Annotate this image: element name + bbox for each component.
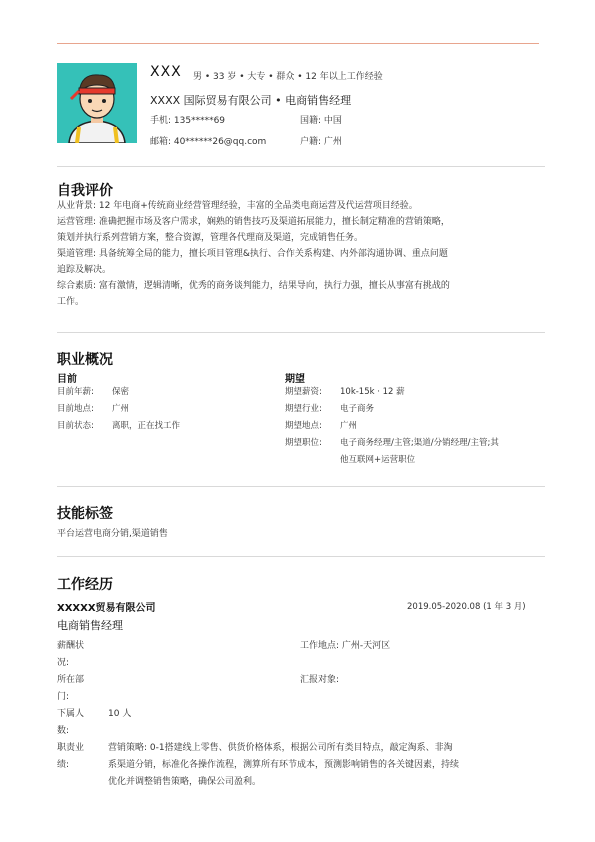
work-company: XXXXX贸易有限公司 [57,603,156,614]
duty-line: 营销策略: 0-1搭建线上零售、供货价格体系，根据公司所有类目特点，敲定淘系、非淘 [108,743,453,753]
candidate-summary: 男 • 33 岁 • 大专 • 群众 • 12 年以上工作经验 [193,72,383,82]
duty-body [108,740,545,791]
current-heading: 目前 [57,374,77,385]
expect-heading: 期望 [285,374,305,385]
current-list [57,384,180,435]
expect-list [285,384,499,469]
self-eval-line: 策划并执行系列营销方案，整合资源，管理各代理商及渠道，完成销售任务。 [57,233,364,243]
current-item: 目前地点: 广州 [57,404,130,414]
dept-label: 所在部 门: [57,675,85,702]
skills-title: 技能标签 [57,506,113,522]
candidate-name: XXX [150,64,182,80]
self-eval-line: 运营管理: 准确把握市场及客户需求，娴熟的销售技巧及渠道拓展能力，擅长制定精准的营销策略， [57,217,450,227]
expect-item: 他互联网+运营职位 [340,455,416,465]
work-title: 工作经历 [57,577,113,593]
section-divider [57,486,545,487]
self-eval-title: 自我评价 [57,183,113,199]
email: 邮箱: 40******26@qq.com [150,137,267,147]
current-item: 目前状态: 离职，正在找工作 [57,421,181,431]
career-title: 职业概况 [57,352,113,368]
expect-item: 期望地点: 广州 [285,421,358,431]
current-item: 目前年薪: 保密 [57,387,130,397]
duty-label: 职责业 绩: [57,743,85,770]
avatar [57,63,137,143]
self-eval-line: 追踪及解决。 [57,265,112,275]
skills-text: 平台运营电商分销,渠道销售 [57,529,168,539]
section-divider [57,556,545,557]
self-eval-line: 渠道管理: 具备统筹全局的能力，擅长项目管理&执行、合作关系构建、内外部沟通协调、重点问题 [57,249,448,259]
nationality: 国籍: 中国 [300,116,342,126]
work-position: 电商销售经理 [57,619,123,632]
work-location: 工作地点: 广州-天河区 [300,641,391,651]
subordinates-label: 下属人 数: [57,709,85,736]
expect-item: 期望行业: 电子商务 [285,404,375,414]
phone: 手机: 135*****69 [150,116,226,126]
self-eval-line: 工作。 [57,297,85,307]
report-to: 汇报对象: [300,675,340,685]
duty-line: 系渠道分销，标准化各操作流程，测算所有环节成本，预测影响销售的各关键因素，持续 [108,760,460,770]
subordinates-value: 10 人 [108,709,132,719]
hukou: 户籍: 广州 [300,137,342,147]
self-eval-body [57,198,545,310]
work-period: 2019.05-2020.08 (1 年 3 月) [407,602,526,612]
duty-line: 优化并调整销售策略，确保公司盈利。 [108,777,262,787]
top-accent-rule [57,43,539,44]
section-divider [57,332,545,333]
expect-item: 期望职位: 电子商务经理/主管;渠道/分销经理/主管;其 [285,438,499,448]
salary-label: 薪酬状 况: [57,641,85,668]
self-eval-line: 从业背景: 12 年电商+传统商业经营管理经验，丰富的全品类电商运营及代运营项目经验。 [57,201,418,211]
section-divider [57,166,545,167]
self-eval-line: 综合素质: 富有激情，逻辑清晰，优秀的商务谈判能力，结果导向，执行力强，擅长从事富有挑战的 [57,281,450,291]
current-employer: XXXX 国际贸易有限公司 • 电商销售经理 [150,94,352,107]
expect-item: 期望薪资: 10k-15k · 12 薪 [285,387,405,397]
